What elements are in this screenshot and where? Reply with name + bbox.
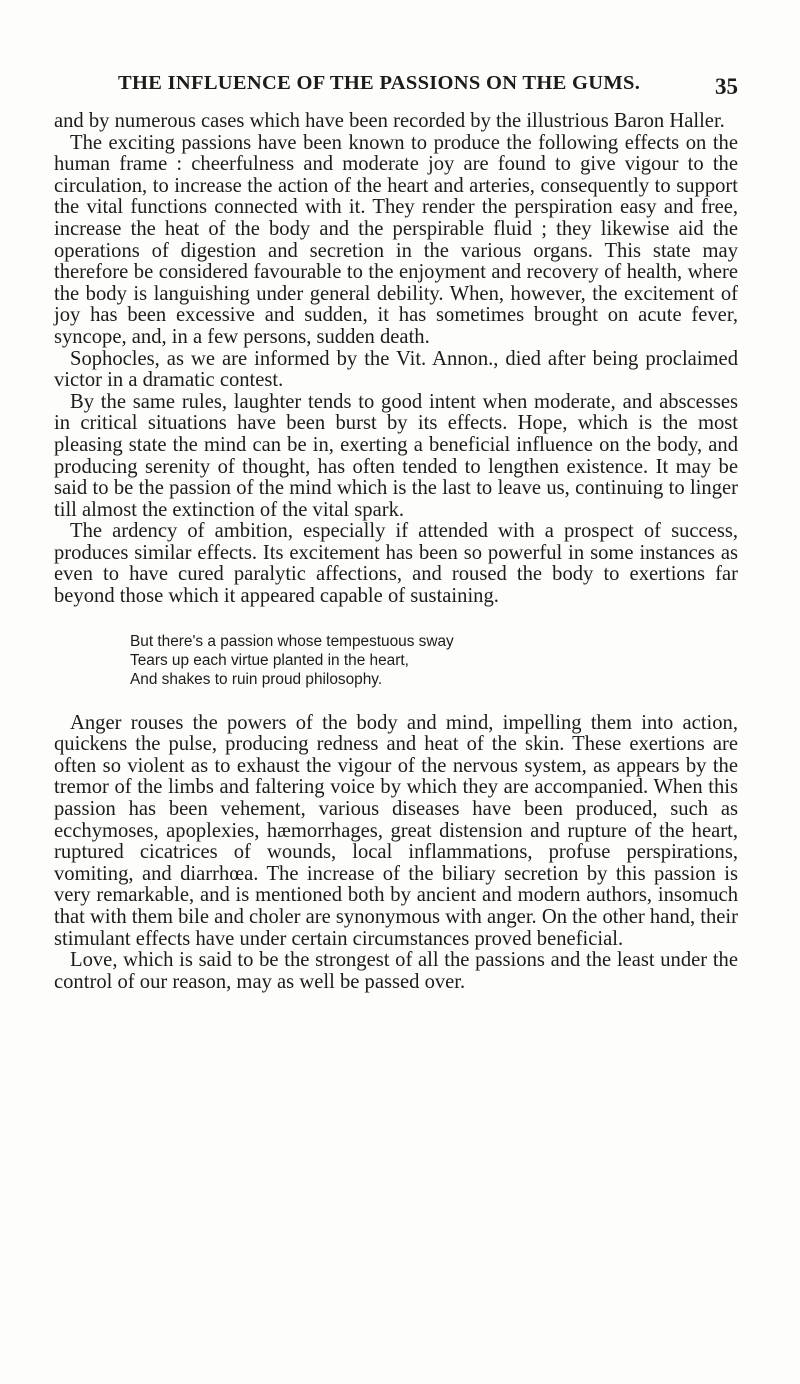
verse-quotation <box>130 632 738 689</box>
paragraph: Anger rouses the powers of the body and mind, impelling them into action, quickens the pulse, producing redness and heat of the skin. These exertions are often so violent as to exhaust the vigour of the nervous system, as appears by the tremor of the limbs and faltering voice by which they are accompanied. When this passion has been vehement, various diseases have been produced, such as ecchymoses, apoplexies, hæmorrhages, great distension and rupture of the heart, ruptured cicatrices of wounds, local inflammations, profuse perspirations, vomiting, and diarrhœa. The increase of the biliary secretion by this passion is very remarkable, and is mentioned both by ancient and modern authors, insomuch that with them bile and choler are synonymous with anger. On the other hand, their stimulant effects have under certain circumstances proved beneficial. <box>54 711 738 950</box>
verse-line: Tears up each virtue planted in the heart, <box>130 651 409 669</box>
page-number: 35 <box>715 74 738 99</box>
body-text <box>54 111 738 993</box>
paragraph: By the same rules, laughter tends to good intent when moderate, and abscesses in critical situations have been burst by its effects. Hope, which is the most pleasing state the mind can be in, exerting a beneficial influence on the body, and producing serenity of thought, has often tended to lengthen existence. It may be said to be the passion of the mind which is the last to leave us, continuing to linger till almost the extinction of the vital spark. <box>54 390 738 521</box>
paragraph: Love, which is said to be the strongest of all the passions and the least under the control of our reason, may as well be passed over. <box>54 949 738 993</box>
paragraph: The ardency of ambition, especially if attended with a prospect of success, produces similar effects. Its excitement has been so powerful in some instances as even to have cured paralytic affections, and roused the body to exertions far beyond those which it appeared capable of sustaining. <box>54 520 738 608</box>
verse-line: But there's a passion whose tempestuous sway <box>130 632 454 650</box>
paragraph: Sophocles, as we are informed by the Vit. Annon., died after being proclaimed victor in a dramatic contest. <box>54 347 738 392</box>
paragraph: and by numerous cases which have been recorded by the illustrious Baron Haller. <box>54 110 725 132</box>
page-header <box>118 66 738 106</box>
running-title: THE INFLUENCE OF THE PASSIONS ON THE GUMS. <box>118 72 641 94</box>
paragraph: The exciting passions have been known to produce the following effects on the human frame : cheerfulness and moderate joy are found to give vigour to the circulation, to increase the action of the heart and arteries, consequently to support the vital functions connected with it. They render the perspiration easy and free, increase the heat of the body and the perspirable fluid ; they likewise aid the operations of digestion and secretion in the various organs. This state may therefore be considered favourable to the enjoyment and recovery of health, where the body is languishing under general debility. When, however, the excitement of joy has been excessive and sudden, it has sometimes brought on acute fever, syncope, and, in a few persons, sudden death. <box>54 131 738 348</box>
verse-line: And shakes to ruin proud philosophy. <box>130 670 383 688</box>
